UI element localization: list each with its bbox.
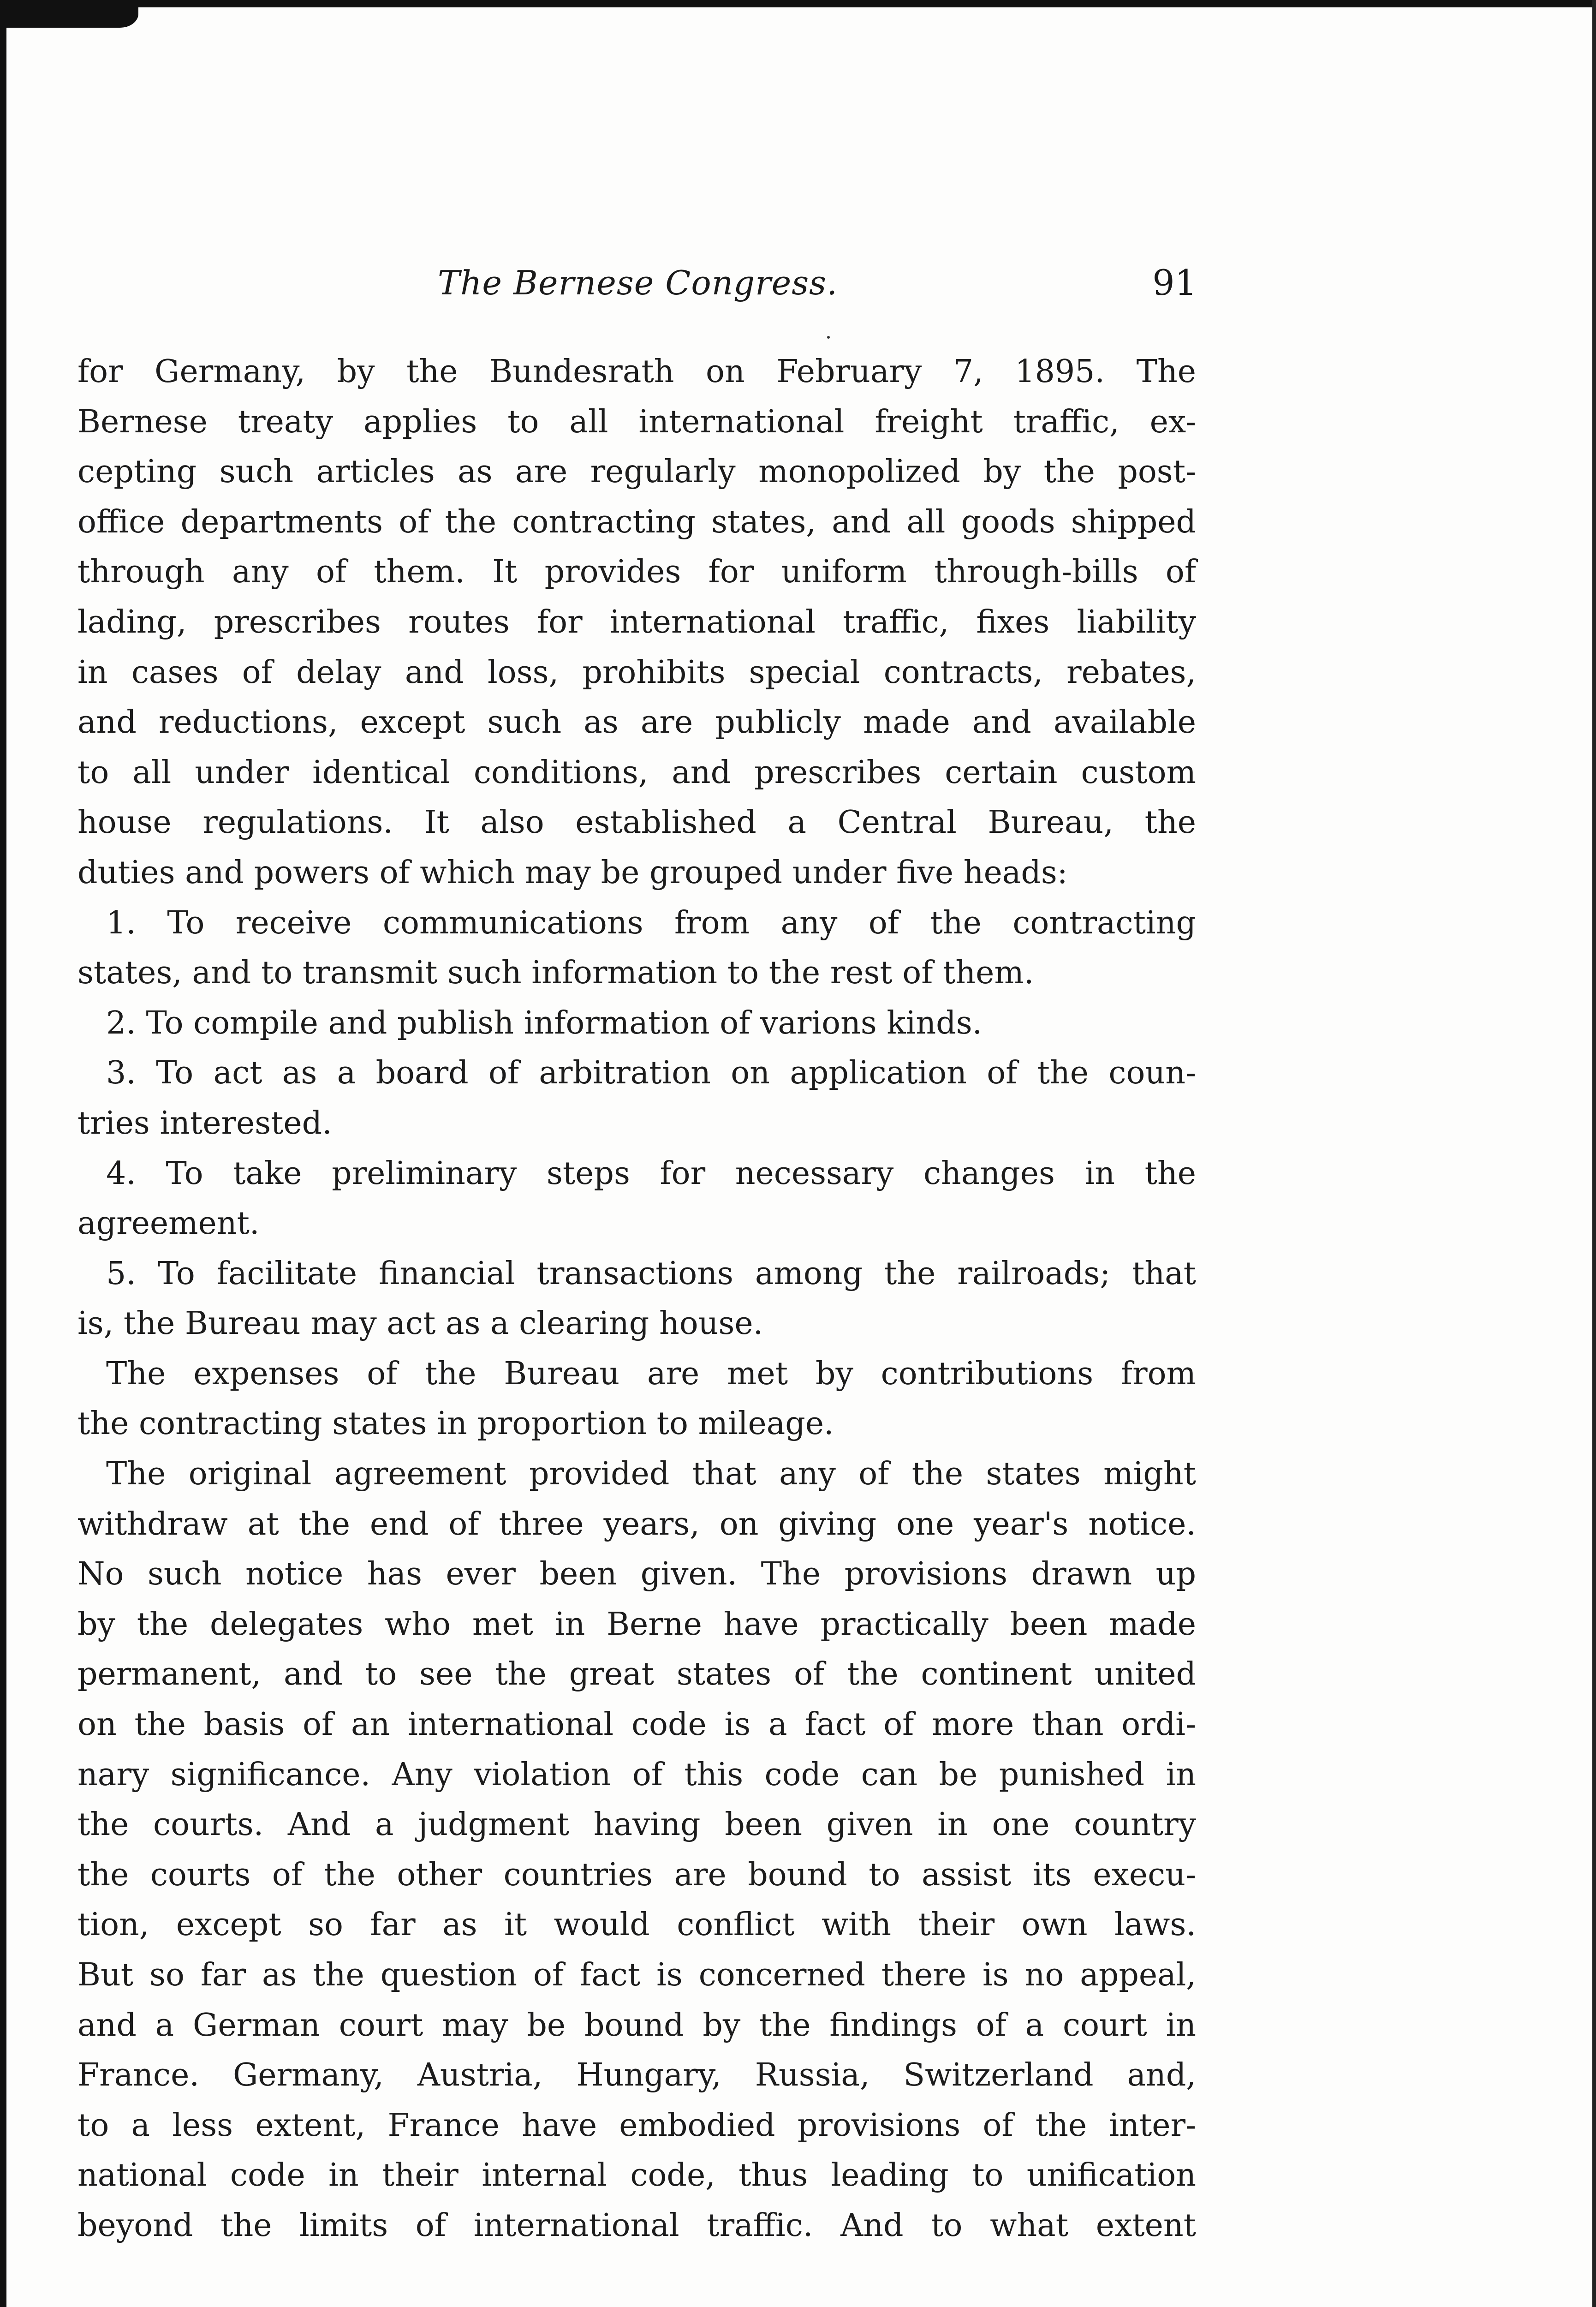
paragraph-first-line: The original agreement provided that any of the states might: [106, 1456, 1196, 1493]
text-line: lading, prescribes routes for international traffic, fixes liability: [77, 604, 1196, 640]
running-head: [78, 253, 1197, 313]
text-line: to a less extent, France have embodied provisions of the inter-: [77, 2107, 1196, 2144]
text-line: permanent, and to see the great states of the continent united: [77, 1656, 1196, 1693]
scan-edge-right: [1592, 0, 1596, 2307]
text-line: and reductions, except such as are publicly made and available: [77, 704, 1196, 741]
text-line: through any of them. It provides for uniform through-bills of: [77, 554, 1196, 591]
text-line: for Germany, by the Bundesrath on February 7, 1895. The: [77, 353, 1196, 390]
text-line: states, and to transmit such information to the rest of them.: [77, 955, 1034, 992]
text-line: by the delegates who met in Berne have practically been made: [77, 1606, 1196, 1643]
text-line: France. Germany, Austria, Hungary, Russia, Switzerland and,: [77, 2057, 1196, 2094]
running-title: The Bernese Congress.: [438, 263, 838, 302]
text-line: tion, except so far as it would conflict with their own laws.: [77, 1907, 1196, 1943]
text-line: No such notice has ever been given. The provisions drawn up: [77, 1556, 1196, 1593]
text-line: withdraw at the end of three years, on giving one year's notice.: [77, 1506, 1196, 1542]
paragraph-first-line: The expenses of the Bureau are met by contributions from: [106, 1355, 1196, 1392]
text-line: to all under identical conditions, and prescribes certain custom: [77, 754, 1196, 791]
text-line: duties and powers of which may be grouped under five heads:: [77, 854, 1068, 891]
text-line: national code in their internal code, thus leading to unification: [77, 2157, 1196, 2194]
list-item-line: 5. To facilitate financial transactions among the railroads; that: [106, 1255, 1196, 1292]
scan-blot: [0, 0, 138, 28]
text-line: in cases of delay and loss, prohibits special contracts, rebates,: [77, 654, 1196, 691]
list-item-line: 1. To receive communications from any of the contracting: [106, 904, 1196, 941]
list-item-line: 2. To compile and publish information of varions kinds.: [106, 1004, 983, 1041]
text-line: tries interested.: [77, 1105, 332, 1142]
text-line: house regulations. It also established a Central Bureau, the: [77, 804, 1196, 841]
text-line: is, the Bureau may act as a clearing house.: [77, 1305, 763, 1342]
text-line: agreement.: [77, 1205, 260, 1242]
scan-edge-left: [0, 0, 6, 2307]
text-line: the courts. And a judgment having been given in one country: [77, 1806, 1196, 1843]
text-line: But so far as the question of fact is concerned there is no appeal,: [77, 1957, 1196, 1993]
text-line: and a German court may be bound by the findings of a court in: [77, 2007, 1196, 2044]
list-item-line: 4. To take preliminary steps for necessary changes in the: [106, 1155, 1196, 1192]
scan-edge-top: [0, 0, 1596, 7]
text-line: cepting such articles as are regularly monopolized by the post-: [77, 454, 1196, 490]
text-line: nary significance. Any violation of this code can be punished in: [77, 1756, 1196, 1793]
page-number: 91: [1152, 262, 1197, 303]
body-text: [77, 347, 1196, 2251]
text-line: Bernese treaty applies to all international freight traffic, ex-: [77, 403, 1196, 440]
list-item-line: 3. To act as a board of arbitration on application of the coun-: [106, 1055, 1196, 1092]
scan-speck: [827, 336, 830, 339]
text-line: on the basis of an international code is a fact of more than ordi-: [77, 1706, 1196, 1743]
text-line: office departments of the contracting states, and all goods shipped: [77, 503, 1196, 540]
text-line: beyond the limits of international traffic. And to what extent: [77, 2207, 1196, 2244]
text-line: the contracting states in proportion to mileage.: [77, 1405, 834, 1442]
text-line: the courts of the other countries are bound to assist its execu-: [77, 1856, 1196, 1893]
